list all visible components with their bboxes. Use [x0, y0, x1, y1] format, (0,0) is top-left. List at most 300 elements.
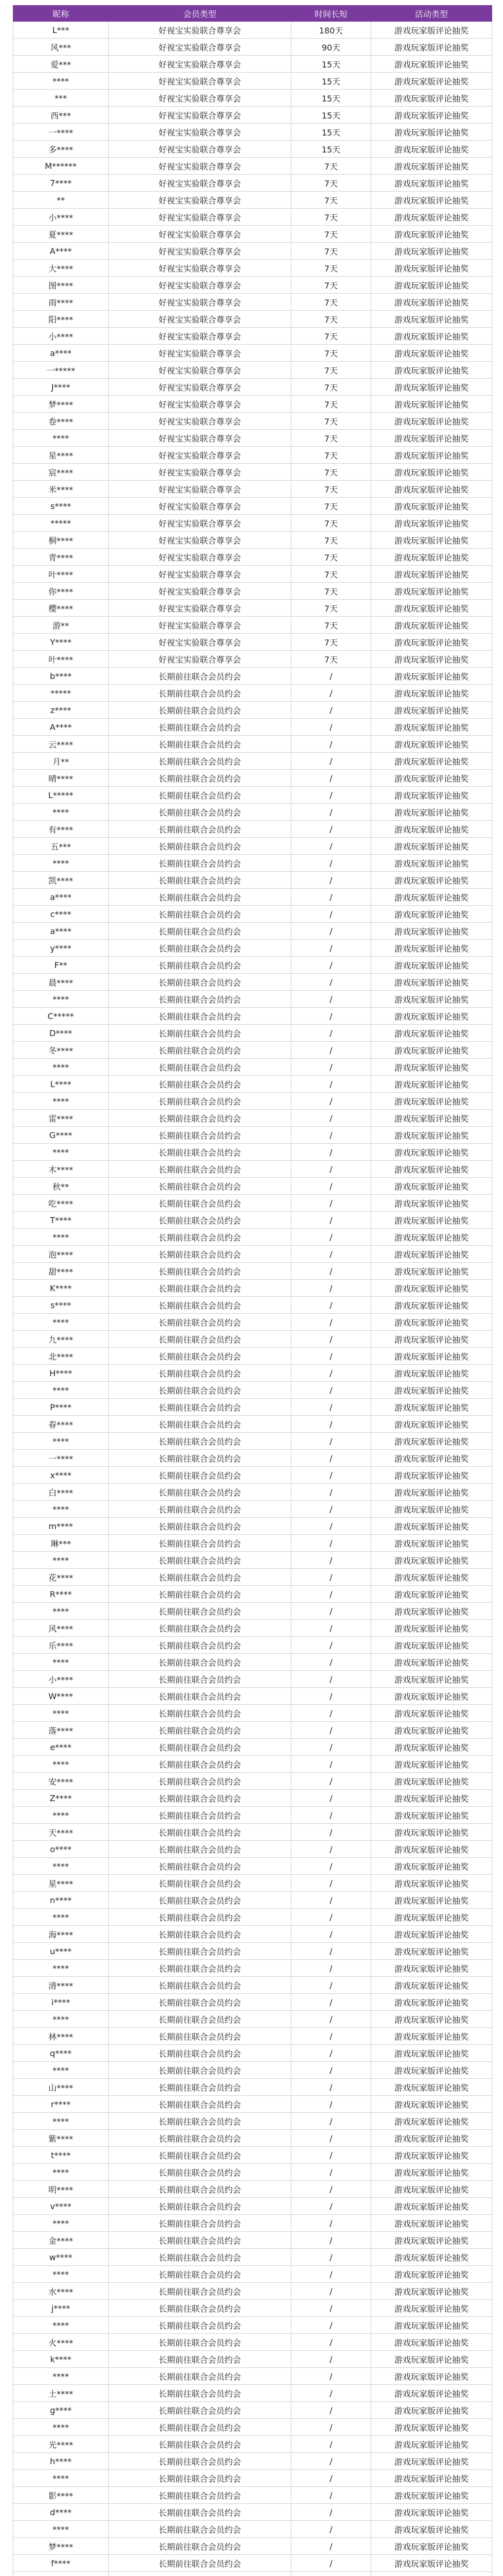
table-row: [13, 1569, 492, 1586]
channel-cell: 游戏玩家版评论抽奖: [371, 379, 492, 396]
member-type-cell: 长期前往联合会员约会: [109, 2232, 291, 2249]
member-type-cell: 长期前往联合会员约会: [109, 1807, 291, 1824]
table-row: [13, 2572, 492, 2576]
channel-cell: 游戏玩家版评论抽奖: [371, 1348, 492, 1365]
nickname-cell: v****: [13, 2198, 109, 2215]
member-type-cell: 好视宝实验联合尊享会: [109, 379, 291, 396]
channel-cell: 游戏玩家版评论抽奖: [371, 753, 492, 770]
channel-cell: 游戏玩家版评论抽奖: [371, 583, 492, 600]
table-row: [13, 1824, 492, 1841]
table-row: [13, 2198, 492, 2215]
table-row: [13, 158, 492, 175]
table-row: [13, 2470, 492, 2487]
channel-cell: 游戏玩家版评论抽奖: [371, 1501, 492, 1518]
table-row: [13, 753, 492, 770]
duration-cell: 180天: [291, 22, 371, 39]
nickname-cell: 水****: [13, 2283, 109, 2300]
table-row: [13, 1722, 492, 1739]
channel-cell: 游戏玩家版评论抽奖: [371, 498, 492, 515]
channel-cell: 游戏玩家版评论抽奖: [371, 1161, 492, 1178]
member-type-cell: 好视宝实验联合尊享会: [109, 634, 291, 651]
nickname-cell: 凯****: [13, 872, 109, 889]
table-row: [13, 1467, 492, 1484]
table-row: [13, 2113, 492, 2130]
channel-cell: 游戏玩家版评论抽奖: [371, 991, 492, 1008]
channel-cell: 游戏玩家版评论抽奖: [371, 260, 492, 277]
duration-cell: /: [291, 2419, 371, 2436]
channel-cell: 游戏玩家版评论抽奖: [371, 2487, 492, 2504]
channel-cell: 游戏玩家版评论抽奖: [371, 2028, 492, 2045]
member-type-cell: 好视宝实验联合尊享会: [109, 175, 291, 192]
member-type-cell: 长期前往联合会员约会: [109, 821, 291, 838]
member-type-cell: 好视宝实验联合尊享会: [109, 294, 291, 311]
nickname-cell: ****: [13, 1552, 109, 1569]
nickname-cell: 爱***: [13, 56, 109, 73]
duration-cell: /: [291, 1212, 371, 1229]
table-row: [13, 1331, 492, 1348]
nickname-cell: L*****: [13, 787, 109, 804]
channel-cell: 游戏玩家版评论抽奖: [371, 2334, 492, 2351]
channel-cell: 游戏玩家版评论抽奖: [371, 73, 492, 90]
duration-cell: /: [291, 804, 371, 821]
member-type-cell: 长期前往联合会员约会: [109, 1773, 291, 1790]
nickname-cell: 月**: [13, 753, 109, 770]
table-row: [13, 2334, 492, 2351]
duration-cell: /: [291, 1535, 371, 1552]
channel-cell: 游戏玩家版评论抽奖: [371, 1229, 492, 1246]
duration-cell: /: [291, 1008, 371, 1025]
table-row: [13, 2164, 492, 2181]
channel-cell: 游戏玩家版评论抽奖: [371, 1076, 492, 1093]
table-row: [13, 1127, 492, 1144]
table-row: [13, 2300, 492, 2317]
table-row: [13, 1195, 492, 1212]
member-type-cell: 长期前往联合会员约会: [109, 1416, 291, 1433]
nickname-cell: o****: [13, 1841, 109, 1858]
channel-cell: 游戏玩家版评论抽奖: [371, 396, 492, 413]
table-row: [13, 2249, 492, 2266]
member-type-cell: 长期前往联合会员约会: [109, 1042, 291, 1059]
member-type-cell: 好视宝实验联合尊享会: [109, 260, 291, 277]
member-type-cell: 长期前往联合会员约会: [109, 1960, 291, 1977]
table-row: [13, 2096, 492, 2113]
channel-cell: 游戏玩家版评论抽奖: [371, 1314, 492, 1331]
channel-cell: 游戏玩家版评论抽奖: [371, 1705, 492, 1722]
member-type-cell: 长期前往联合会员约会: [109, 1178, 291, 1195]
channel-cell: 游戏玩家版评论抽奖: [371, 923, 492, 940]
nickname-cell: i****: [13, 1994, 109, 2011]
channel-cell: 游戏玩家版评论抽奖: [371, 1467, 492, 1484]
duration-cell: 7天: [291, 651, 371, 668]
member-type-cell: 长期前往联合会员约会: [109, 1450, 291, 1467]
duration-cell: /: [291, 1365, 371, 1382]
duration-cell: 7天: [291, 549, 371, 566]
duration-cell: /: [291, 1909, 371, 1926]
channel-cell: 游戏玩家版评论抽奖: [371, 294, 492, 311]
channel-cell: 游戏玩家版评论抽奖: [371, 2470, 492, 2487]
table-row: [13, 260, 492, 277]
nickname-cell: 一****: [13, 1450, 109, 1467]
channel-cell: 游戏玩家版评论抽奖: [371, 209, 492, 226]
table-row: [13, 2419, 492, 2436]
channel-cell: 游戏玩家版评论抽奖: [371, 702, 492, 719]
table-row: [13, 447, 492, 464]
nickname-cell: c****: [13, 906, 109, 923]
table-row: [13, 1994, 492, 2011]
channel-cell: 游戏玩家版评论抽奖: [371, 1110, 492, 1127]
duration-cell: /: [291, 1331, 371, 1348]
table-row: [13, 2283, 492, 2300]
nickname-cell: ****: [13, 2419, 109, 2436]
member-type-cell: 长期前往联合会员约会: [109, 2147, 291, 2164]
nickname-cell: 落****: [13, 1722, 109, 1739]
table-row: [13, 1297, 492, 1314]
channel-cell: 游戏玩家版评论抽奖: [371, 1739, 492, 1756]
table-row: [13, 2079, 492, 2096]
member-type-cell: 长期前往联合会员约会: [109, 991, 291, 1008]
duration-cell: /: [291, 872, 371, 889]
table-row: [13, 736, 492, 753]
member-type-cell: 长期前往联合会员约会: [109, 1790, 291, 1807]
member-type-cell: 长期前往联合会员约会: [109, 1314, 291, 1331]
table-row: [13, 1450, 492, 1467]
duration-cell: /: [291, 1705, 371, 1722]
table-row: [13, 787, 492, 804]
channel-cell: 游戏玩家版评论抽奖: [371, 736, 492, 753]
member-type-cell: 长期前往联合会员约会: [109, 2419, 291, 2436]
duration-cell: /: [291, 2198, 371, 2215]
duration-cell: /: [291, 685, 371, 702]
table-row: [13, 311, 492, 328]
member-type-cell: 长期前往联合会员约会: [109, 1212, 291, 1229]
table-row: [13, 1688, 492, 1705]
duration-cell: /: [291, 1297, 371, 1314]
duration-cell: /: [291, 2062, 371, 2079]
table-row: [13, 1399, 492, 1416]
channel-cell: 游戏玩家版评论抽奖: [371, 2351, 492, 2368]
member-type-cell: 长期前往联合会员约会: [109, 1824, 291, 1841]
duration-cell: /: [291, 1620, 371, 1637]
table-row: [13, 1178, 492, 1195]
duration-cell: /: [291, 1552, 371, 1569]
channel-cell: 游戏玩家版评论抽奖: [371, 2402, 492, 2419]
duration-cell: 7天: [291, 430, 371, 447]
duration-cell: 7天: [291, 617, 371, 634]
nickname-cell: A****: [13, 719, 109, 736]
nickname-cell: k****: [13, 2351, 109, 2368]
duration-cell: /: [291, 940, 371, 957]
nickname-cell: 多****: [13, 141, 109, 158]
duration-cell: /: [291, 1161, 371, 1178]
member-type-cell: 长期前往联合会员约会: [109, 1603, 291, 1620]
duration-cell: /: [291, 2028, 371, 2045]
nickname-cell: ****: [13, 1314, 109, 1331]
table-row: [13, 1977, 492, 1994]
duration-cell: /: [291, 855, 371, 872]
duration-cell: 15天: [291, 124, 371, 141]
table-row: [13, 1314, 492, 1331]
duration-cell: /: [291, 1688, 371, 1705]
duration-cell: 7天: [291, 311, 371, 328]
member-type-cell: 长期前往联合会员约会: [109, 1093, 291, 1110]
nickname-cell: n****: [13, 1892, 109, 1909]
duration-cell: /: [291, 1127, 371, 1144]
nickname-cell: a****: [13, 889, 109, 906]
member-type-cell: 好视宝实验联合尊享会: [109, 464, 291, 481]
nickname-cell: 游**: [13, 617, 109, 634]
channel-cell: 游戏玩家版评论抽奖: [371, 1722, 492, 1739]
channel-cell: 游戏玩家版评论抽奖: [371, 1841, 492, 1858]
nickname-cell: W****: [13, 1688, 109, 1705]
member-type-cell: 长期前往联合会员约会: [109, 702, 291, 719]
table-row: [13, 2028, 492, 2045]
table-row: [13, 957, 492, 974]
duration-cell: /: [291, 2555, 371, 2572]
nickname-cell: j****: [13, 2300, 109, 2317]
member-type-cell: 长期前往联合会员约会: [109, 2249, 291, 2266]
duration-cell: 7天: [291, 158, 371, 175]
nickname-cell: 卷****: [13, 413, 109, 430]
nickname-cell: y****: [13, 940, 109, 957]
member-type-cell: 好视宝实验联合尊享会: [109, 243, 291, 260]
table-row: [13, 2130, 492, 2147]
member-type-cell: 长期前往联合会员约会: [109, 1484, 291, 1501]
channel-cell: 游戏玩家版评论抽奖: [371, 1433, 492, 1450]
member-type-cell: 长期前往联合会员约会: [109, 2351, 291, 2368]
nickname-cell: ****: [13, 2215, 109, 2232]
duration-cell: /: [291, 2453, 371, 2470]
table-row: [13, 1110, 492, 1127]
duration-cell: /: [291, 2317, 371, 2334]
table-row: [13, 702, 492, 719]
duration-cell: /: [291, 2215, 371, 2232]
member-type-cell: 长期前往联合会员约会: [109, 2215, 291, 2232]
table-row: [13, 1348, 492, 1365]
member-type-cell: 长期前往联合会员约会: [109, 1909, 291, 1926]
member-type-cell: 长期前往联合会员约会: [109, 1025, 291, 1042]
nickname-cell: K****: [13, 1280, 109, 1297]
duration-cell: 15天: [291, 107, 371, 124]
table-row: [13, 1790, 492, 1807]
nickname-cell: 桐****: [13, 532, 109, 549]
member-type-cell: 好视宝实验联合尊享会: [109, 192, 291, 209]
duration-cell: /: [291, 2147, 371, 2164]
channel-cell: [371, 2572, 492, 2576]
table-row: [13, 1280, 492, 1297]
duration-cell: /: [291, 991, 371, 1008]
channel-cell: 游戏玩家版评论抽奖: [371, 1960, 492, 1977]
channel-cell: 游戏玩家版评论抽奖: [371, 821, 492, 838]
nickname-cell: ****: [13, 2266, 109, 2283]
member-type-cell: 长期前往联合会员约会: [109, 1858, 291, 1875]
nickname-cell: 阳****: [13, 311, 109, 328]
channel-cell: 游戏玩家版评论抽奖: [371, 1773, 492, 1790]
member-type-cell: 长期前往联合会员约会: [109, 1331, 291, 1348]
duration-cell: /: [291, 1484, 371, 1501]
channel-cell: 游戏玩家版评论抽奖: [371, 158, 492, 175]
channel-cell: 游戏玩家版评论抽奖: [371, 2249, 492, 2266]
table-row: [13, 1739, 492, 1756]
duration-cell: /: [291, 889, 371, 906]
table-row: [13, 1858, 492, 1875]
table-row: [13, 1501, 492, 1518]
duration-cell: /: [291, 1076, 371, 1093]
table-row: [13, 1671, 492, 1688]
table-row: [13, 124, 492, 141]
nickname-cell: 叶****: [13, 566, 109, 583]
table-row: [13, 804, 492, 821]
duration-cell: 7天: [291, 260, 371, 277]
table-row: [13, 22, 492, 39]
table-row: [13, 1416, 492, 1433]
nickname-cell: M******: [13, 158, 109, 175]
member-type-cell: 长期前往联合会员约会: [109, 1433, 291, 1450]
table-row: [13, 2521, 492, 2538]
nickname-cell: t****: [13, 2147, 109, 2164]
table-row: [13, 328, 492, 345]
member-type-cell: 长期前往联合会员约会: [109, 2436, 291, 2453]
member-type-cell: 长期前往联合会员约会: [109, 2062, 291, 2079]
member-type-cell: 长期前往联合会员约会: [109, 1994, 291, 2011]
channel-cell: 游戏玩家版评论抽奖: [371, 906, 492, 923]
table-row: [13, 566, 492, 583]
nickname-cell: 大****: [13, 260, 109, 277]
duration-cell: 7天: [291, 464, 371, 481]
header-duration: 时间长短: [291, 6, 371, 22]
duration-cell: /: [291, 2079, 371, 2096]
nickname-cell: s****: [13, 1297, 109, 1314]
duration-cell: /: [291, 2402, 371, 2419]
member-type-cell: 长期前往联合会员约会: [109, 2453, 291, 2470]
duration-cell: /: [291, 1314, 371, 1331]
member-type-cell: 长期前往联合会员约会: [109, 2113, 291, 2130]
duration-cell: 7天: [291, 498, 371, 515]
member-type-cell: 长期前往联合会员约会: [109, 2521, 291, 2538]
table-row: [13, 668, 492, 685]
nickname-cell: ****: [13, 2368, 109, 2385]
duration-cell: /: [291, 1654, 371, 1671]
member-type-cell: 长期前往联合会员约会: [109, 2385, 291, 2402]
table-row: [13, 906, 492, 923]
table-row: [13, 2181, 492, 2198]
duration-cell: /: [291, 2266, 371, 2283]
table-row: [13, 1807, 492, 1824]
member-type-cell: 长期前往联合会员约会: [109, 1892, 291, 1909]
table-row: [13, 192, 492, 209]
duration-cell: /: [291, 1943, 371, 1960]
table-row: [13, 1773, 492, 1790]
member-type-cell: 长期前往联合会员约会: [109, 1059, 291, 1076]
member-type-cell: 长期前往联合会员约会: [109, 923, 291, 940]
channel-cell: 游戏玩家版评论抽奖: [371, 668, 492, 685]
nickname-cell: 明****: [13, 2181, 109, 2198]
member-type-cell: 长期前往联合会员约会: [109, 719, 291, 736]
nickname-cell: 安****: [13, 1773, 109, 1790]
duration-cell: 7天: [291, 379, 371, 396]
nickname-cell: ****: [13, 2470, 109, 2487]
duration-cell: 7天: [291, 226, 371, 243]
member-type-cell: 长期前往联合会员约会: [109, 2470, 291, 2487]
table-row: [13, 1552, 492, 1569]
table-row: [13, 481, 492, 498]
member-type-cell: 好视宝实验联合尊享会: [109, 90, 291, 107]
member-type-cell: 长期前往联合会员约会: [109, 1722, 291, 1739]
nickname-cell: 风****: [13, 1620, 109, 1637]
nickname-cell: 金****: [13, 2232, 109, 2249]
member-type-cell: 好视宝实验联合尊享会: [109, 532, 291, 549]
nickname-cell: [13, 2572, 109, 2576]
member-type-cell: 长期前往联合会员约会: [109, 2028, 291, 2045]
member-type-cell: 长期前往联合会员约会: [109, 1195, 291, 1212]
nickname-cell: 晨****: [13, 974, 109, 991]
duration-cell: 7天: [291, 328, 371, 345]
member-type-cell: 好视宝实验联合尊享会: [109, 22, 291, 39]
table-row: [13, 2385, 492, 2402]
duration-cell: /: [291, 2249, 371, 2266]
duration-cell: 90天: [291, 39, 371, 56]
table-row: [13, 1025, 492, 1042]
channel-cell: 游戏玩家版评论抽奖: [371, 1824, 492, 1841]
nickname-cell: 花****: [13, 1569, 109, 1586]
channel-cell: 游戏玩家版评论抽奖: [371, 2419, 492, 2436]
member-type-cell: 长期前往联合会员约会: [109, 1144, 291, 1161]
nickname-cell: 雷****: [13, 1110, 109, 1127]
duration-cell: /: [291, 1977, 371, 1994]
member-type-cell: 长期前往联合会员约会: [109, 1705, 291, 1722]
nickname-cell: 林****: [13, 2028, 109, 2045]
member-type-cell: 好视宝实验联合尊享会: [109, 345, 291, 362]
nickname-cell: ****: [13, 1705, 109, 1722]
table-row: [13, 838, 492, 855]
duration-cell: /: [291, 1671, 371, 1688]
table-row: [13, 2266, 492, 2283]
member-type-cell: 长期前往联合会员约会: [109, 736, 291, 753]
duration-cell: 7天: [291, 175, 371, 192]
nickname-cell: 冬****: [13, 1042, 109, 1059]
table-row: [13, 1756, 492, 1773]
channel-cell: 游戏玩家版评论抽奖: [371, 311, 492, 328]
duration-cell: /: [291, 2436, 371, 2453]
duration-cell: 7天: [291, 532, 371, 549]
channel-cell: 游戏玩家版评论抽奖: [371, 1484, 492, 1501]
duration-cell: /: [291, 2283, 371, 2300]
nickname-cell: 西***: [13, 107, 109, 124]
member-type-cell: 长期前往联合会员约会: [109, 1297, 291, 1314]
table-row: [13, 940, 492, 957]
member-type-cell: 长期前往联合会员约会: [109, 940, 291, 957]
table-row: [13, 1926, 492, 1943]
table-row: [13, 923, 492, 940]
channel-cell: 游戏玩家版评论抽奖: [371, 1093, 492, 1110]
member-type-cell: 长期前往联合会员约会: [109, 1008, 291, 1025]
nickname-cell: 青****: [13, 549, 109, 566]
duration-cell: /: [291, 1382, 371, 1399]
nickname-cell: 米****: [13, 481, 109, 498]
member-type-cell: 长期前往联合会员约会: [109, 2198, 291, 2215]
duration-cell: /: [291, 1790, 371, 1807]
channel-cell: 游戏玩家版评论抽奖: [371, 1603, 492, 1620]
nickname-cell: ****: [13, 1433, 109, 1450]
duration-cell: /: [291, 2300, 371, 2317]
duration-cell: /: [291, 1518, 371, 1535]
table-row: [13, 498, 492, 515]
member-type-cell: 长期前往联合会员约会: [109, 2011, 291, 2028]
table-row: [13, 2538, 492, 2555]
member-type-cell: 长期前往联合会员约会: [109, 770, 291, 787]
member-type-cell: 长期前往联合会员约会: [109, 2045, 291, 2062]
channel-cell: 游戏玩家版评论抽奖: [371, 362, 492, 379]
duration-cell: /: [291, 1433, 371, 1450]
